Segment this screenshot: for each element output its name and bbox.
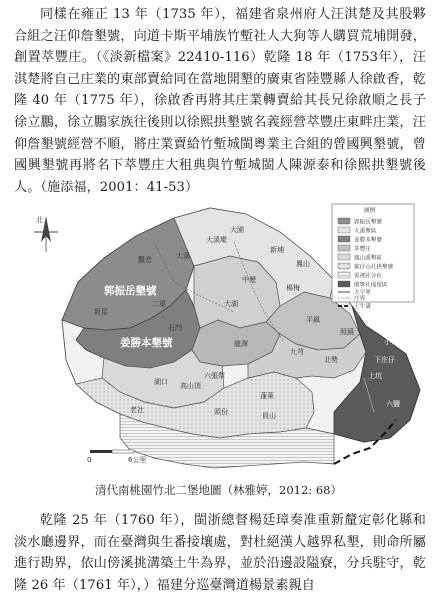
legend-line-item: 庄界: [354, 296, 366, 302]
place-label: 照鏡: [340, 328, 354, 336]
place-label: 平鎮: [306, 316, 320, 324]
place-label: 大湖: [224, 300, 238, 308]
place-label: 蓬萊: [260, 392, 274, 400]
legend-line-item: 土牛溝: [354, 304, 371, 310]
legend-item: 霄裡社分社: [354, 273, 382, 280]
place-label: 大溪墘: [206, 236, 227, 244]
place-label: 員山: [262, 412, 276, 420]
place-label: 六張犁: [204, 372, 225, 380]
map-svg: [34, 202, 424, 480]
place-label: 二重: [152, 300, 166, 308]
place-label: 大園: [230, 226, 244, 234]
place-label: 上坑: [368, 372, 382, 380]
map-figure: [34, 202, 424, 480]
figure-caption: 清代南桃園竹北二堡地圖（林雅婷，2012: 68）: [95, 483, 342, 497]
legend-item: 猴仔山社拱墾號: [354, 264, 394, 271]
scale-end-label: 6公里: [128, 456, 147, 464]
place-label: 頭份: [214, 408, 228, 416]
place-label: 北勢: [324, 356, 338, 364]
place-label: 高山頂: [180, 382, 201, 390]
north-label: 北: [36, 216, 43, 224]
legend-item: 萃豐庄: [354, 246, 371, 253]
place-label: 楊梅: [286, 284, 300, 292]
place-label: 新埔: [270, 246, 284, 254]
legend-title: 圖例: [364, 208, 376, 214]
place-label: 湖口: [154, 378, 168, 386]
jiang-shengben-label: 姜勝本墾號: [120, 337, 173, 349]
place-label: 石門: [168, 324, 182, 332]
place-label: 六鹽: [386, 400, 400, 408]
place-label: 九芎: [290, 348, 304, 356]
place-label: 大溪: [176, 252, 190, 260]
north-arrow-icon: [34, 215, 58, 252]
scale-zero-label: 0: [87, 456, 92, 464]
legend-item: 郭振岳墾號: [354, 219, 382, 226]
place-label: 新屋: [94, 308, 108, 316]
place-label: 小大龍: [384, 338, 405, 346]
place-label: 龍潭: [234, 340, 248, 348]
legend-item: 大溪墾區: [354, 228, 377, 235]
legend-item: 閩粵社保留區: [354, 282, 388, 289]
place-label: 下庄仔: [374, 356, 395, 364]
place-label: 鳳山: [296, 260, 310, 268]
place-label: 觀音: [138, 256, 152, 264]
legend: [332, 204, 414, 310]
legend-line-item: 大字界: [354, 290, 371, 296]
guo-zhenyue-label: 郭振岳墾號: [104, 285, 157, 297]
legend-item: 鳳山溪墾區: [354, 255, 382, 262]
body-paragraph-2: 乾隆 25 年（1760 年），閩浙總督楊廷璋奏准重新釐定彰化縣和淡水廳邊界，而在臺灣與生番接壤處，對杜絕漢人越界私墾，則命所屬進行勘界，依山傍溪挑溝築土牛為界，並於沿邊設隘寮，分兵駐守，乾隆 26 年（1761 年），）福建分巡臺灣道楊景素親自: [14, 513, 426, 593]
legend-item: 姜勝本墾號: [354, 237, 382, 244]
body-paragraph-1: 同樣在雍正 13 年（1735 年），福建省泉州府人汪淇楚及其股夥合組之汪仰詹墾號，向道卡斯平埔族竹塹社人大狗等人購買荒埔開發，創置萃豐庄。（《淡新檔案》22410-116）乾隆 18 年（1753年），汪淇楚將自己庄業的東部賣給同在當地開墾的廣東省陸豐縣人徐啟香，乾隆 40 年（1775 年），徐啟香再將其庄業轉賣給其長兄徐啟順之長子徐立鵬，徐立鵬家族往後則以徐熙拱墾號名義經營萃豐庄東畔庄業，汪仰詹墾號經營不順，將庄業賣給竹塹城閩粵業主合組的曾國興墾號，曾國興墾號再將名下萃豐庄大租典與竹塹城閩人陳源泰和徐熙拱墾號後人。（施添福，2001：41-53）: [14, 7, 426, 195]
place-label: 老社: [130, 406, 144, 414]
place-label: 中壢: [242, 276, 256, 284]
